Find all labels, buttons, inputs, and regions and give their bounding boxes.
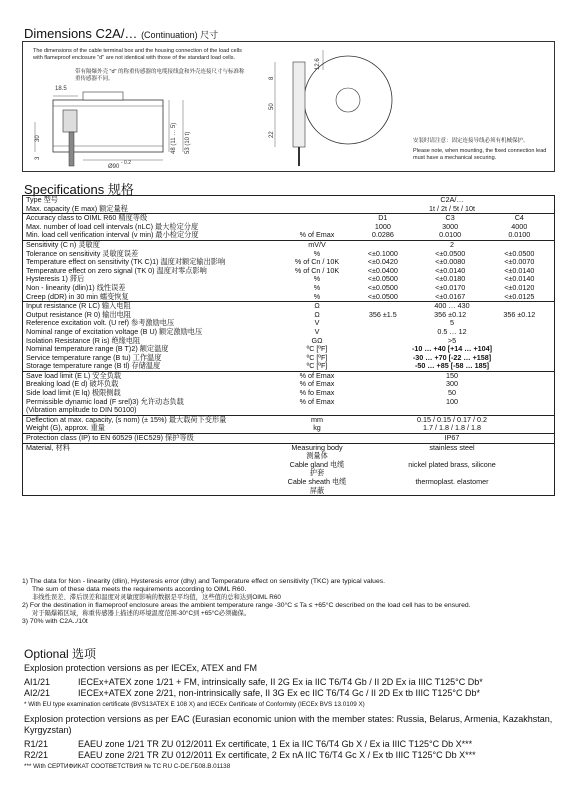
spec-unit: % [313,274,321,284]
spec-unit: Ω [314,309,320,319]
dim-30: 30 [35,135,41,142]
spec-value: -50 … +85 [-58 … 185] [414,361,490,371]
spec-unit: ºC [ºF] [306,344,328,354]
spec-unit [284,406,350,415]
spec-value: C2A/… [440,195,464,204]
spec-value: 4000 [511,221,528,231]
spec-value: 400 … 430 [350,302,555,311]
spec-label: Isolation Resistance (R is) 绝缘电阻 [26,335,141,345]
iecex-heading: Explosion protection versions as per IECEx, ATEX and FM [24,663,257,673]
mount-warning-en: Please note, when mounting, the fixed connection lead must have a mechanical securing. [413,148,547,161]
spec-label: Hysteresis 1) 滞后 [26,274,85,284]
spec-label: Breaking load (E d) 破坏负载 [26,379,119,389]
spec-unit: Measuring body 测量体 [284,443,350,461]
spec-value: <±0.0167 [435,291,466,301]
spec-label: Nominal temperature range (B T)2) 额定温度 [26,344,169,354]
spec-value: IP67 [350,434,555,444]
spec-label: Input resistance (R LC) 输入电阻 [23,302,285,311]
optional-title: Optional 选项 [24,647,97,661]
spec-value: <±0.0180 [435,274,466,284]
spec-value: thermoplast. elastomer [415,477,489,486]
spec-value: 0.0286 [371,230,394,240]
dimension-drawing [22,41,555,172]
spec-label: Output resistance (R 0) 输出电阻 [26,309,132,319]
spec-value: <±0.0120 [504,282,535,292]
spec-label: Protection class (IP) to EN 60529 (IEC529) 保护等级 [23,434,285,444]
spec-unit: ºC [ºF] [306,361,328,371]
spec-label: Accuracy class to OIML R60 精度等级 [23,214,285,223]
spec-unit: % of Emax [299,230,335,240]
spec-label: Side load limit (E lq) 极限侧载 [26,388,121,398]
mount-warning-cn: 安装时请注意：固定连接导线必须有机械保护。 [413,138,529,144]
spec-table [22,195,555,496]
footnote-1b: The sum of these data meets the requirements according to OIML R60. [32,586,247,593]
spec-value: C4 [485,214,555,223]
spec-value: 1.7 / 1.8 / 1.8 / 1.8 [423,423,481,433]
spec-value: 0.15 / 0.15 / 0.17 / 0.2 [350,415,555,424]
spec-label: Non - linearity (dlin)1) 线性误差 [26,282,126,292]
dimensions-title: Dimensions C2A/… (Continuation) 尺寸 [24,26,219,41]
spec-unit [284,205,350,214]
spec-row [23,461,555,478]
spec-unit: % of Cn / 10K [294,265,340,275]
spec-value: -30 … +70 [-22 … +158] [412,352,492,362]
spec-unit: % fo Emax [299,388,335,398]
spec-unit: Ω [284,302,350,311]
spec-value: 3000 [442,221,459,231]
spec-value: 50 [448,388,456,398]
spec-label: Reference excitation volt. (U ref) 参考激励电压 [26,318,175,328]
cable [69,132,74,166]
eac-heading: Explosion protection versions as per EAC (Eurasian economic union with the member states: Russia, Belarus, Armenia, Kazakhstan, Kyrgyzstan) [24,714,553,735]
option-r1-21: R1/21 EAEU zone 1/21 TR ZU 012/2011 Ex certificate, 1 Ex ia IIC T6/T4 Gb X / Ex ia IIIC T125°C Db X*** [24,739,473,749]
option-ai2-21: AI2/21 IECEx+ATEX zone 2/21, non-intrinsically safe, II 3G Ex ec IIC T6/T4 Gc / II 2D Ex tb IIIC T125°C Db* [24,688,481,698]
terminal-box [63,110,77,132]
spec-value: stainless steel [350,443,555,461]
spec-value: 0.0100 [508,230,531,240]
spec-unit: % [313,291,321,301]
spec-value: <±0.0140 [504,274,535,284]
spec-label: Temperature effect on sensitivity (TK C)1) 温度对额定输出影响 [26,257,226,267]
spec-unit: % [313,248,321,258]
spec-value: 0.0100 [439,230,462,240]
spec-row [23,267,555,276]
dim-d90: Ø90 [108,164,120,170]
spec-unit: mV/V [284,240,350,249]
spec-unit: % of Emax [299,379,335,389]
spec-row [23,231,555,240]
spec-label: Creep (dDR) in 30 min 蠕变恢复 [26,291,129,301]
spec-value: <±0.0140 [504,265,535,275]
footnotes [22,578,562,626]
spec-value: <±0.0170 [435,282,466,292]
spec-unit: Cable sheath 电缆屏蔽 [287,477,347,495]
spec-value: <±0.0400 [367,265,398,275]
dim-8: 8 [269,76,275,80]
spec-value: <±0.0500 [367,291,398,301]
spec-label: Type 型号 [26,195,58,204]
spec-value: <±0.0500 [435,248,466,258]
footnote-2b: 对于隔爆箱区域，称重传感器上描述的环境温度范围-30°C到 +65°C必须确保。 [32,610,251,617]
spec-label: Tolerance on sensitivity 灵敏度误差 [26,248,139,258]
spec-value: -10 … +40 [+14 … +104] [411,344,493,354]
star-note: * With EU type examination certificate (BVS13ATEX E 108 X) and IECEx Certificate of Conformity (IECEx BVS 13.0109 X) [24,701,365,708]
spec-value: >5 [447,335,457,345]
spec-label: (Vibration amplitude to DIN 50100) [26,405,137,415]
footnote-2: 2) For the destination in flameproof enclosure areas the ambient temperature range -30°C ≤ Ta ≤ +65°C described on the load cell has to be ensured. [22,602,471,609]
dim-22: 22 [269,131,275,138]
spec-label: Service temperature range (B tu) 工作温度 [26,352,162,362]
spec-row [23,406,555,415]
spec-value: 100 [446,396,458,406]
spec-label: Max. capacity (E max) 额定量程 [26,203,128,213]
footnote-3: 3) 70% with C2A../10t [22,618,88,625]
spec-value: C3 [416,214,485,223]
dim-48: 48 (11 … 5) [171,122,177,154]
spec-unit [284,196,350,205]
spec-row [23,434,555,444]
drawing-note-en: The dimensions of the cable terminal box and the housing connection of the load cells with flameproof enclosure "d" are not identical with those of the standard load cells. [33,48,242,61]
spec-label: Weight (G), approx. 重量 [26,423,105,433]
optional-section [24,663,564,772]
spec-unit: Cable gland 电缆护套 [289,459,345,478]
spec-value: <±0.1000 [367,248,398,258]
spec-value: <±0.0500 [367,274,398,284]
option-r2-21: R2/21 EAEU zone 2/21 TR ZU 012/2011 Ex certificate, 2 Ex nA IIC T6/T4 Gc X / Ex tb IIIC T125°C Db X*** [24,750,476,760]
spec-label: Storage temperature range (B tl) 存储温度 [26,361,161,371]
spec-value: D1 [350,214,416,223]
spec-label: Nominal range of excitation voltage (B U) 额定激励电压 [26,326,203,336]
dim-tol: - 0.2 [121,160,132,166]
spec-label: Temperature effect on zero signal (TK 0) 温度对零点影响 [26,265,207,275]
spec-unit: kg [313,423,321,433]
spec-unit: ºC [ºF] [306,352,328,362]
triple-star-note: *** With СЕРТИФИКАТ СООТВЕТСТВИЯ № TC RU C-DE.ГБ08.В.01138 [24,763,231,770]
spec-label: Deflection at max. capacity, (s nom) (± 15%) 最大载荷下变形量 [23,415,285,424]
spec-label: Sensitivity (C n) 灵敏度 [23,240,285,249]
spec-value: 5 [450,318,454,328]
spec-value: 356 ±1.5 [368,309,397,319]
spec-unit: % of Cn / 10K [294,257,340,267]
spec-value: <±0.0125 [504,291,535,301]
spec-label: Material, 材料 [23,443,285,461]
dim-53: 53 (10 t) [185,131,191,154]
spec-value: <±0.0070 [504,257,535,267]
spec-unit: GΩ [311,335,323,345]
spec-label: Permissible dynamic load (F srel)3) 允许动态负载 [26,396,184,406]
dim-50: 50 [269,103,275,110]
spec-value: 0.5 … 12 [437,326,467,336]
spec-value: <±0.0140 [435,265,466,275]
spec-unit: % of Emax [299,396,335,406]
spec-value: nickel plated brass, silicone [408,459,496,469]
spec-value: 150 [350,371,555,380]
spec-value: 1t / 2t / 5t / 10t [429,203,475,213]
spec-value: 2 [350,240,555,249]
spec-value: 356 ±0.12 [434,309,467,319]
option-ai1-21: AI1/21 IECEx+ATEX zone 1/21 + FM, intrinsically safe, II 2G Ex ia IIC T6/T4 Gb / II 2D Ex ia IIIC T125°C Db* [24,677,483,687]
spec-unit: mm [284,415,350,424]
spec-row [23,362,555,371]
spec-label: Save load limit (E L) 安全负载 [23,371,285,380]
spec-value: 356 ±0.12 [503,309,536,319]
spec-title: Specifications 规格 [24,182,134,197]
spec-value: <±0.0500 [504,248,535,258]
spec-unit [284,214,350,223]
dim-3: 3 [35,156,41,160]
spec-unit: V [314,326,320,336]
footnote-1: 1) The data for Non - linearity (dlin), Hysteresis error (dhy) and Temperature effect on sensitivity (TKC) are typical values. [22,578,386,585]
drawing-note-cn: 带有隔爆外壳 "d" 的称重传感器的电缆接线盒和外壳连接尺寸与标准称重传感器不同。 [75,69,245,82]
spec-label: Min. load cell verification interval (v min) 最小检定分度 [26,230,199,240]
spec-label [23,478,285,496]
spec-value: 300 [446,379,458,389]
spec-label [23,461,285,478]
spec-unit: % of Emax [284,371,350,380]
dim-18-5: 18.5 [55,86,67,92]
spec-value: <±0.0420 [367,257,398,267]
dim-12-6: 12.6 [315,58,321,70]
spec-unit [284,434,350,444]
spec-value: 1000 [374,221,391,231]
spec-value: <±0.0500 [367,282,398,292]
footnote-1c: 非线性误差、滞后误差和温度对灵敏度影响的数据是平均值，这些值的总和达到OIML R60 [32,594,281,601]
spec-row [23,443,555,461]
spec-unit: V [314,318,320,328]
spec-label: Max. number of load cell intervals (nLC) 最大检定分度 [26,221,199,231]
spec-unit: % [313,282,321,292]
spec-value: <±0.0080 [435,257,466,267]
spec-value [350,406,555,415]
spec-row [23,478,555,496]
